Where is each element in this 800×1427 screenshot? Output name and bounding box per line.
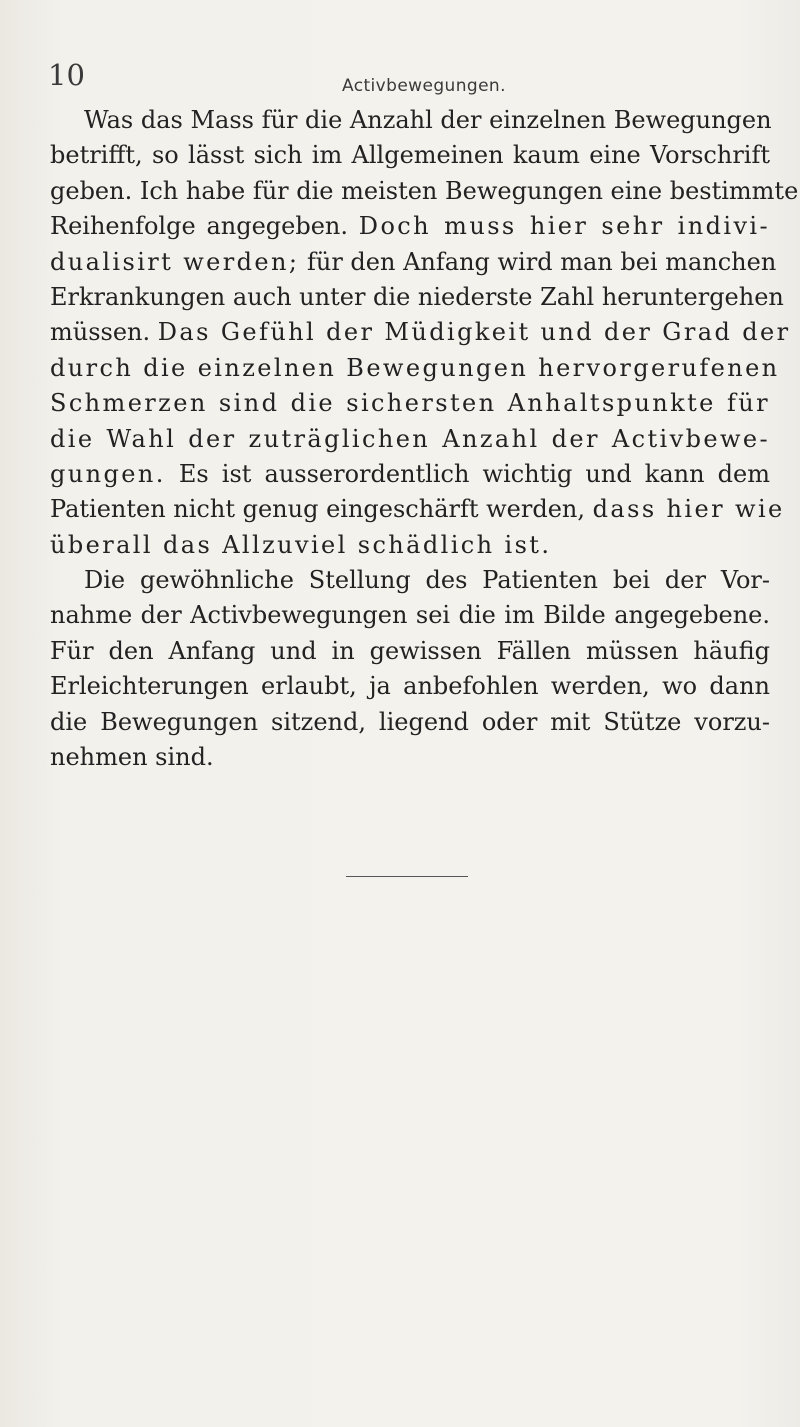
spaced-emphasis: durch die einzelnen Bewegungen hervorgerufenen	[50, 353, 780, 382]
text-line: dualisirt werden; für den Anfang wird man bei manchen	[50, 247, 777, 276]
spaced-emphasis: Doch muss hier sehr indivi-	[358, 212, 771, 241]
text-line: die Bewegungen sitzend, liegend oder mit Stütze vorzu-	[50, 707, 770, 736]
spaced-emphasis: gungen.	[50, 459, 166, 488]
text-line	[50, 351, 780, 386]
spaced-emphasis: überall das Allzuviel schädlich ist.	[50, 530, 552, 559]
text-line: Erleichterungen erlaubt, ja anbefohlen werden, wo dann	[50, 672, 770, 701]
text-line: geben. Ich habe für die meisten Bewegungen eine bestimmte	[50, 176, 799, 205]
text-line: Erkrankungen auch unter die niederste Zahl heruntergehen	[50, 282, 784, 311]
text-line: gungen. Es ist ausserordentlich wichtig und kann dem	[50, 459, 770, 488]
text-line: nahme der Activbewegungen sei die im Bilde angegebene.	[50, 601, 770, 630]
body-text	[50, 103, 799, 775]
page-number: 10	[48, 58, 85, 92]
text-line: Reihenfolge angegeben. Doch muss hier sehr indivi-	[50, 212, 771, 241]
text-line: Patienten nicht genug eingeschärft werden, dass hier wie	[50, 495, 785, 524]
running-head: Activbewegungen.	[342, 76, 506, 96]
text-line: betrifft, so lässt sich im Allgemeinen kaum eine Vorschrift	[50, 141, 770, 170]
text-line: nehmen sind.	[50, 743, 214, 772]
text-line: Die gewöhnliche Stellung des Patienten bei der Vor-	[84, 566, 770, 595]
spaced-emphasis: Schmerzen sind die sichersten Anhaltspunkte für	[50, 389, 770, 418]
text-line	[50, 528, 770, 563]
text-line: Für den Anfang und in gewissen Fällen müssen häufig	[50, 636, 770, 665]
spaced-emphasis: die Wahl der zuträglichen Anzahl der Activbewe-	[50, 424, 770, 453]
section-divider	[346, 876, 468, 877]
spaced-emphasis: dualisirt werden;	[50, 247, 300, 276]
text-line	[50, 422, 770, 457]
spaced-emphasis: Das Gefühl der Müdigkeit und der Grad der	[157, 318, 791, 347]
spaced-emphasis: dass hier wie	[592, 495, 785, 524]
text-line: Was das Mass für die Anzahl der einzelnen Bewegungen	[84, 106, 772, 134]
text-line: müssen. Das Gefühl der Müdigkeit und der Grad der	[50, 318, 791, 347]
text-line	[50, 386, 770, 421]
